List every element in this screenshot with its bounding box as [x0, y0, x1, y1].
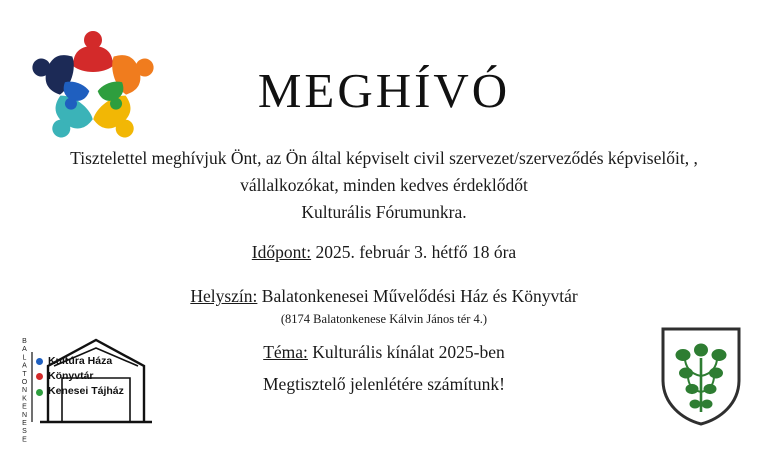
intro-line-1: Tisztelettel meghívjuk Önt, az Ön által képviselt civil szervezet/szerveződés képviselőit, , — [70, 148, 698, 168]
event-venue-value: Balatonkenesei Művelődési Ház és Könyvtár — [261, 286, 578, 306]
red-dot-icon — [36, 373, 43, 380]
event-topic-label: Téma: — [263, 342, 308, 362]
green-dot-icon — [36, 389, 43, 396]
library-line-3: Kenesei Tájház — [48, 385, 124, 398]
intro-line-2: vállalkozókat, minden kedves érdeklődőt — [240, 175, 528, 196]
page-title: MEGHÍVÓ — [257, 63, 511, 118]
library-line-2: Könyvtár — [48, 370, 94, 383]
event-venue-line — [0, 286, 768, 307]
library-line-1: Kultúra Háza — [48, 355, 113, 367]
closing-text: Megtisztelő jelenlétére számítunk! — [263, 374, 505, 394]
invitation-intro — [60, 145, 708, 226]
library-vertical-text: BALATONKENESE — [21, 338, 28, 445]
event-venue-label: Helyszín: — [190, 286, 258, 306]
library-line-3-row — [36, 384, 124, 399]
balatonkenese-coat-of-arms — [658, 324, 744, 428]
event-date-value: 2025. február 3. hétfő 18 óra — [315, 242, 517, 262]
intro-line-3: Kulturális Fórumunkra. — [301, 202, 467, 223]
library-line-2-row — [36, 369, 124, 384]
blue-dot-icon — [36, 358, 43, 365]
event-date-line — [0, 242, 768, 263]
event-topic-value: Kulturális kínálat 2025-ben — [312, 342, 505, 362]
library-line-1-row — [36, 354, 124, 369]
library-logo-text — [36, 354, 124, 400]
event-address: (8174 Balatonkenese Kálvin János tér 4.) — [280, 312, 488, 326]
event-date-label: Időpont: — [251, 242, 312, 262]
